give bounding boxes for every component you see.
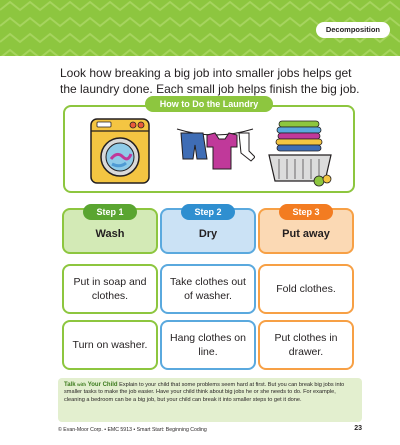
step-1-task-1: Put in soap and clothes.: [62, 264, 158, 314]
step-2-title: Dry: [198, 228, 218, 240]
step-1-title: Wash: [95, 228, 125, 240]
step-3-task-2: Put clothes in drawer.: [258, 320, 354, 370]
panel-title: How to Do the Laundry: [145, 96, 273, 112]
note-label-child: Your Child: [87, 382, 118, 388]
step-1-header: [62, 208, 158, 254]
step-3-pill: Step 3: [279, 204, 333, 220]
note-label-talk: Talk: [64, 382, 76, 388]
intro-text: Look how breaking a big job into smaller jobs helps get the laundry done. Each small job helps finish the big job.: [60, 66, 360, 96]
footer-credit: © Evan-Moor Corp. • EMC 5913 • Smart Start: Beginning Coding: [58, 427, 207, 433]
step-1-task-2: Turn on washer.: [62, 320, 158, 370]
header-band: [0, 0, 400, 56]
step-1-pill: Step 1: [83, 204, 137, 220]
step-2-header: [160, 208, 256, 254]
clothesline-icon: [175, 121, 255, 183]
step-3-task-1: Fold clothes.: [258, 264, 354, 314]
washing-machine-icon: [89, 117, 151, 185]
page-number: 23: [354, 425, 362, 432]
topic-tag: Decomposition: [316, 22, 390, 38]
laundry-panel: [63, 105, 355, 193]
parent-note: [58, 378, 362, 422]
note-label-with: with: [77, 382, 87, 387]
note-text: Explain to your child that some problems seem hard at first. But you can break big jobs into smaller tasks to make the job easier. Have your child think about big jobs he or she needs to do. For example, cleaning a bedroom can be a big job, but your child can break it into smaller steps to get it done.: [64, 382, 345, 403]
step-2-task-2: Hang clothes on line.: [160, 320, 256, 370]
step-3-header: [258, 208, 354, 254]
step-3-title: Put away: [282, 228, 330, 240]
laundry-basket-icon: [265, 115, 335, 187]
step-2-task-1: Take clothes out of washer.: [160, 264, 256, 314]
step-2-pill: Step 2: [181, 204, 235, 220]
